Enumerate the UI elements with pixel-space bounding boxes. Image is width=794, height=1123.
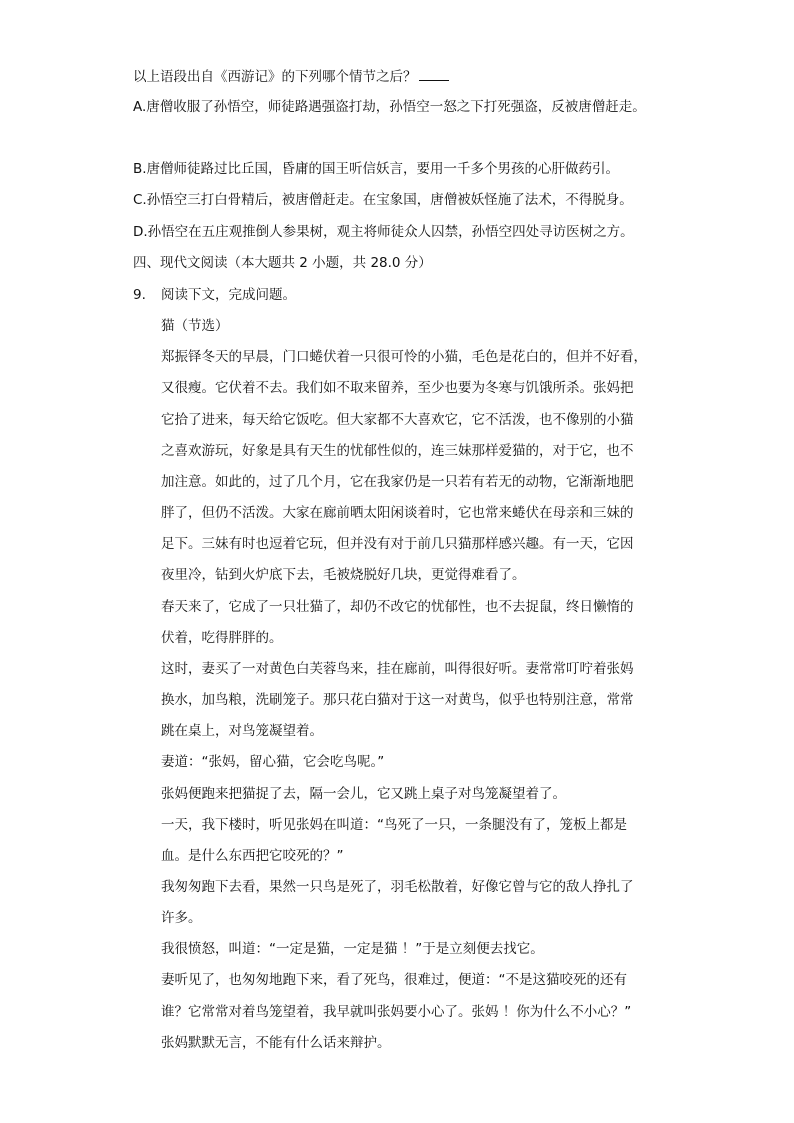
- passage-line: 谁？它常常对着鸟笼望着，我早就叫张妈要小心了。张妈 ！你为什么不小心？”: [161, 1004, 632, 1020]
- question-number: 9.: [133, 287, 146, 303]
- passage-line: 伏着，吃得胖胖的。: [161, 630, 283, 646]
- passage-line: 妻听见了，也匆匆地跑下来，看了死鸟，很难过，便道：“不是这猫咬死的还有: [161, 972, 627, 988]
- passage-line: 足下。三妹有时也逗着它玩，但并没有对于前几只猫那样感兴趣。有一天，它因: [161, 536, 634, 552]
- passage-line: 许多。: [161, 910, 202, 926]
- passage-title: 猫（节选）: [161, 318, 229, 334]
- passage-line: 我很愤怒，叫道：“一定是猫，一定是猫 ！”于是立刻便去找它。: [161, 941, 544, 957]
- question-9-header: [133, 285, 296, 305]
- passage-line: 张妈默默无言，不能有什么话来辩护。: [161, 1035, 391, 1051]
- option-d: D.孙悟空在五庄观推倒人参果树，观主将师徒众人囚禁，孙悟空四处寻访医树之方。: [133, 224, 634, 240]
- passage-line: 胖了，但仍不活泼。大家在廊前晒太阳闲谈着时，它也常来蜷伏在母亲和三妹的: [161, 505, 634, 521]
- passage-line: 这时，妻买了一对黄色白芙蓉鸟来，挂在廊前，叫得很好听。妻常常叮咛着张妈: [161, 661, 634, 677]
- passage-line: 换水，加鸟粮，洗刷笼子。那只花白猫对于这一对黄鸟，似乎也特别注意，常常: [161, 692, 634, 708]
- answer-blank: [419, 66, 449, 81]
- passage-line: 春天来了，它成了一只壮猫了，却仍不改它的忧郁性，也不去捉鼠，终日懒惰的: [161, 599, 634, 615]
- passage-line: 血。是什么东西把它咬死的？”: [161, 848, 344, 864]
- option-c: C.孙悟空三打白骨精后，被唐僧赶走。在宝象国，唐僧被妖怪施了法术，不得脱身。: [133, 192, 633, 208]
- passage-line: 妻道：“张妈，留心猫，它会吃鸟呢。”: [161, 754, 385, 770]
- option-b: B.唐僧师徒路过比丘国，昏庸的国王听信妖言，要用一千多个男孩的心肝做药引。: [133, 161, 620, 177]
- passage-line: 张妈便跑来把猫捉了去，隔一会儿，它又跳上桌子对鸟笼凝望着了。: [161, 786, 566, 802]
- passage-line: 跳在桌上，对鸟笼凝望着。: [161, 723, 323, 739]
- passage-line: 加注意。如此的，过了几个月，它在我家仍是一只若有若无的动物，它渐渐地肥: [161, 474, 634, 490]
- option-a: A.唐僧收服了孙悟空，师徒路遇强盗打劫，孙悟空一怒之下打死强盗，反被唐僧赶走。: [133, 99, 646, 115]
- passage-line: 又很瘦。它伏着不去。我们如不取来留养，至少也要为冬寒与饥饿所杀。张妈把: [161, 380, 634, 396]
- passage-line: 它拾了进来，每天给它饭吃。但大家都不大喜欢它，它不活泼，也不像别的小猫: [161, 412, 634, 428]
- passage-line: 我匆匆跑下去看，果然一只鸟是死了，羽毛松散着，好像它曾与它的敌人挣扎了: [161, 879, 634, 895]
- question-instruction: 阅读下文，完成问题。: [161, 287, 296, 303]
- passage-line: 郑振铎冬天的早晨，门口蜷伏着一只很可怜的小猫，毛色是花白的，但并不好看，: [161, 349, 647, 365]
- passage-line: 夜里冷，钻到火炉底下去，毛被烧脱好几块，更觉得难看了。: [161, 567, 526, 583]
- section-heading: 四、现代文阅读（本大题共 2 小题，共 28.0 分）: [133, 255, 432, 271]
- passage-line: 之喜欢游玩，好象是具有天生的忧郁性似的，连三妹那样爱猫的，对于它，也不: [161, 443, 634, 459]
- passage-line: 一天，我下楼时，听见张妈在叫道：“鸟死了一只，一条腿没有了，笼板上都是: [161, 817, 627, 833]
- question-stem: 以上语段出自《西游记》的下列哪个情节之后？: [133, 69, 417, 85]
- question-stem-line: [133, 66, 449, 87]
